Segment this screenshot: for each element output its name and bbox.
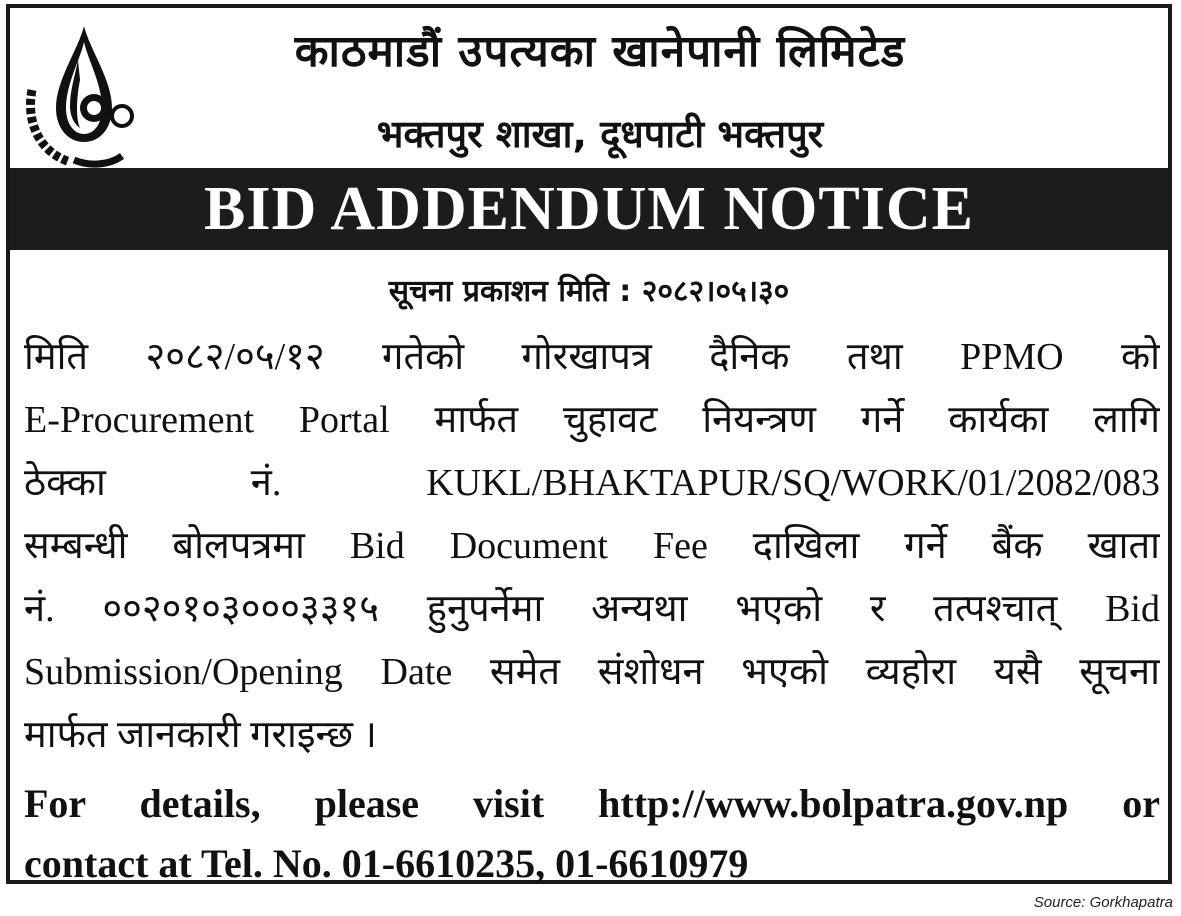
details-line: contact at Tel. No. 01-6610235, 01-6610979 bbox=[24, 841, 749, 886]
branch-address: भक्तपुर शाखा, दूधपाटी भक्तपुर bbox=[376, 112, 824, 156]
details-line: For details, please visit http://www.bolpatra.gov.np or bbox=[24, 781, 1160, 826]
contact-details bbox=[24, 774, 1160, 894]
body-line: नं. ००२०१०३०००३३१५ हुनुपर्नेमा अन्यथा भएको र तत्पश्चात् Bid bbox=[24, 588, 1160, 630]
body-line: मिति २०८२/०५/१२ गतेको गोरखापत्र दैनिक तथा PPMO को bbox=[24, 336, 1160, 378]
organization-name: काठमाडौं उपत्यका खानेपानी लिमिटेड bbox=[294, 26, 906, 77]
body-line: E-Procurement Portal मार्फत चुहावट नियन्त्रण गर्ने कार्यका लागि bbox=[24, 399, 1160, 441]
kukl-logo-icon bbox=[18, 20, 136, 168]
body-line: मार्फत जानकारी गराइन्छ । bbox=[24, 714, 377, 756]
notice-body bbox=[24, 326, 1160, 767]
notice-title: BID ADDENDUM NOTICE bbox=[10, 168, 1168, 250]
source-credit: Source: Gorkhapatra bbox=[1033, 894, 1173, 911]
body-line: सम्बन्धी बोलपत्रमा Bid Document Fee दाखिला गर्ने बैंक खाता bbox=[24, 525, 1160, 567]
body-line: Submission/Opening Date समेत संशोधन भएको व्यहोरा यसै सूचना bbox=[24, 651, 1160, 693]
publish-date-line: सूचना प्रकाशन मिति : २०८२।०५।३० bbox=[388, 274, 790, 309]
notice-frame bbox=[6, 4, 1172, 884]
water-drop-logo-icon bbox=[18, 20, 136, 168]
body-line: ठेक्का नं. KUKL/BHAKTAPUR/SQ/WORK/01/2082/083 bbox=[24, 462, 1160, 504]
